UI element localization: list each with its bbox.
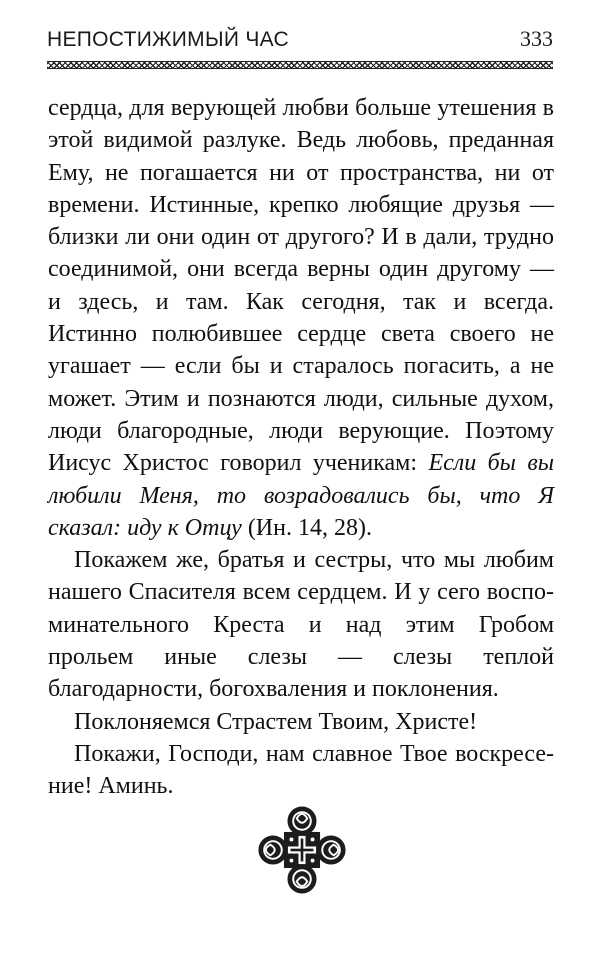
scripture-quote: Если бы вы любили Меня, то возрадовались бы, что Я сказал: иду к Отцу: [48, 450, 554, 541]
cross-ornament-icon: [258, 806, 346, 894]
paragraph-2: Покажем же, братья и сестры, что мы любим нашего Спасителя всем сердцем. И у сего воспоминательного Креста и над этим Гробом прольем иные слезы — слезы теплой благодарности, богохваления и поклонения.: [48, 547, 554, 703]
scripture-reference: (Ин. 14, 28).: [241, 514, 372, 541]
running-title: НЕПОСТИЖИМЫЙ ЧАС: [47, 28, 289, 51]
paragraph-1-text: сердца, для верующей любви больше утешения в этой видимой разлуке. Ведь любовь, преданная Ему, не погашается ни от пространства, ни от времени. Истинные, крепко любящие друзья — близки ли они один от другого? И в дали, трудно соединимой, они всегда верны один другому — и здесь, и там. Как сегодня, так и всегда. Истинно полюбившее сердце света своего не угашает — если бы и старалось погасить, а не может. Этим и познаются люди, сильные духом, люди благородные, люди верующие. Поэтому Иисус Христос говорил ученикам:: [48, 95, 554, 477]
paragraph-3: Поклоняемся Страстем Твоим, Христе!: [74, 708, 478, 735]
paragraph-4: Покажи, Господи, нам славное Твое воскресение! Аминь.: [48, 740, 554, 800]
body-text: [48, 92, 554, 803]
paragraph-1: [48, 92, 554, 544]
running-header: [47, 26, 553, 56]
page-number: 333: [520, 26, 553, 51]
decorative-header-rule: [47, 61, 553, 69]
